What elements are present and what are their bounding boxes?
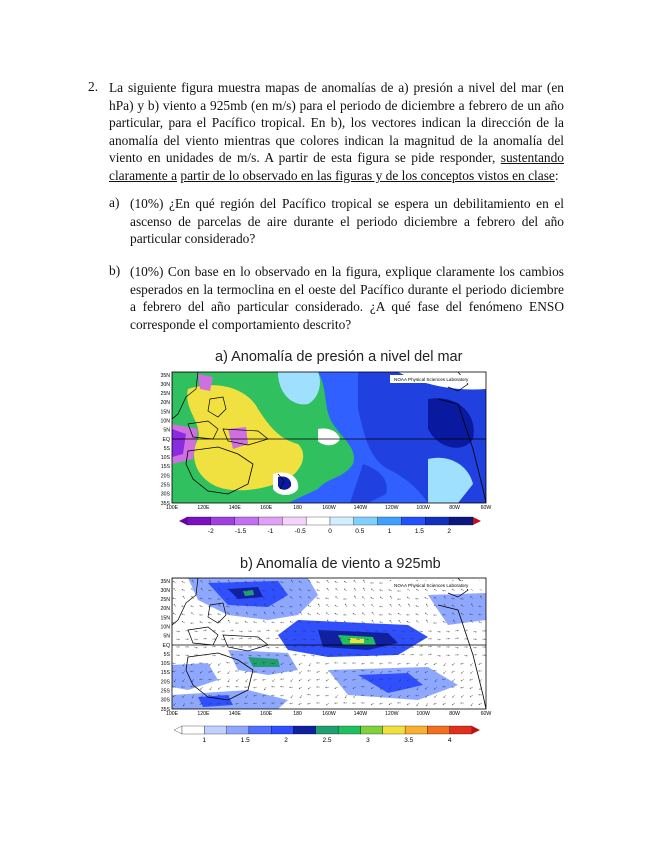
lat-label: 15S	[160, 670, 170, 677]
figure-b-colorbar	[170, 725, 480, 747]
noaa-credit: NOAA Physical Sciences Laboratory	[394, 377, 469, 382]
figure-a-title: a) Anomalía de presión a nivel del mar	[215, 349, 463, 365]
lon-label: 60W	[480, 711, 492, 717]
colorbar-swatch	[235, 517, 259, 525]
colorbar-swatch	[330, 517, 354, 525]
colorbar-swatch	[338, 726, 360, 734]
wind-anomaly-map	[128, 575, 520, 720]
colorbar-swatch	[354, 517, 378, 525]
lat-label: 35N	[160, 578, 170, 585]
colorbar-label: 2	[284, 737, 288, 744]
colorbar-arrow	[179, 517, 187, 525]
colorbar-label: -1.5	[234, 528, 247, 535]
lat-label: 25S	[160, 482, 170, 489]
question-line: y b) viento a 925mb (en m/s) para el periodo de diciembre a febrero de un año	[137, 97, 564, 113]
lon-label: 120W	[385, 711, 399, 717]
colorbar-swatch	[306, 517, 330, 525]
colorbar-arrow	[473, 517, 481, 525]
lat-labels	[160, 373, 170, 507]
colorbar-swatch	[271, 726, 293, 734]
lat-label: 30N	[160, 587, 170, 594]
lat-labels	[160, 579, 170, 713]
colorbar-label: 2	[447, 528, 452, 535]
colorbar-label: 0	[328, 528, 332, 535]
lat-label: 35N	[160, 372, 170, 379]
lat-label: 25N	[160, 391, 170, 398]
lat-label: 35S	[160, 500, 170, 507]
item-b-label: b)	[109, 263, 121, 278]
colorbar-swatch	[427, 726, 449, 734]
lon-label: 120E	[197, 711, 210, 717]
colorbar-label: -2	[207, 528, 214, 535]
colorbar-label: 4	[447, 737, 452, 744]
lat-label: 20N	[160, 400, 170, 407]
lon-label: 60W	[480, 505, 492, 511]
colorbar-label: -1	[267, 528, 274, 535]
lat-label: 10S	[160, 661, 170, 668]
lat-label: 20N	[160, 606, 170, 613]
colorbar-label: 1.5	[414, 528, 424, 535]
pressure-colorbar	[175, 516, 485, 538]
colorbar-label: 2.5	[322, 737, 332, 744]
question-paragraph	[109, 79, 564, 185]
colorbar-label: 1.5	[240, 737, 250, 744]
lon-label: 140W	[353, 505, 368, 511]
colorbar-swatch	[378, 517, 402, 525]
lon-label: 160W	[322, 711, 336, 717]
lat-label: EQ	[162, 436, 170, 443]
figure-b-map	[128, 575, 520, 720]
colorbar-swatch	[294, 726, 316, 734]
colorbar-label: 1	[202, 737, 207, 744]
lat-label: 25N	[160, 597, 170, 604]
question-line: anomalía del viento mientras que colores indican la magnitud de la anomalía del viento	[109, 132, 564, 166]
lon-label: 180	[293, 505, 302, 511]
lon-label: 120W	[385, 505, 399, 511]
lat-label: 15N	[160, 615, 170, 622]
question-number: 2.	[88, 79, 99, 94]
underlined-text: sustentando claramente a	[109, 150, 564, 183]
lat-label: 15N	[160, 409, 170, 416]
lon-label: 100E	[165, 711, 179, 717]
lon-label: 140E	[228, 711, 241, 717]
lat-label: 25S	[160, 688, 170, 695]
lat-label: 15S	[160, 464, 170, 471]
lat-label: 20S	[160, 679, 170, 686]
figure-a-colorbar	[175, 516, 485, 538]
underlined-text: partir de lo observado en las figuras y de los conceptos vistos en clase	[180, 167, 555, 183]
colorbar-arrow	[174, 726, 182, 734]
lat-label: EQ	[162, 642, 170, 649]
colorbar-arrow	[472, 726, 480, 734]
figure-a-map	[128, 369, 520, 514]
colorbar-swatch	[425, 517, 449, 525]
lat-label: 10S	[160, 455, 170, 462]
lon-label: 140E	[228, 505, 241, 511]
colon: :	[554, 167, 559, 183]
colorbar-label: 0.5	[355, 528, 365, 535]
lat-label: 5S	[163, 651, 170, 658]
lon-label: 140W	[353, 711, 368, 717]
colorbar-swatch	[361, 726, 383, 734]
colorbar-swatch	[249, 726, 271, 734]
lat-label: 30S	[160, 697, 170, 704]
colorbar-swatch	[383, 726, 405, 734]
lon-label: 180	[293, 711, 302, 717]
colorbar-swatch	[211, 517, 235, 525]
colorbar-swatch	[187, 517, 211, 525]
noaa-credit: NOAA Physical Sciences Laboratory	[394, 583, 469, 588]
colorbar-swatch	[259, 517, 283, 525]
lat-label: 30S	[160, 491, 170, 498]
figure-b-title: b) Anomalía de viento a 925mb	[240, 556, 441, 572]
lat-label: 35S	[160, 706, 170, 713]
colorbar-swatch	[282, 517, 306, 525]
lon-label: 160W	[322, 505, 336, 511]
lon-label: 100W	[416, 711, 430, 717]
colorbar-swatch	[449, 517, 473, 525]
lat-label: 5N	[163, 427, 170, 434]
pressure-anomaly-map	[128, 369, 520, 514]
lat-label: 10N	[160, 418, 170, 425]
item-b-text: (10%) Con base en lo observado en la figura, explique claramente los cambios esperados en la termoclina en el oeste del Pacífico durante el periodo diciembre a febrero del año particular considerado. ¿A qué fase del fenómeno ENSO corresponde el comportamiento descrito?	[130, 264, 564, 332]
lat-label: 5N	[163, 633, 170, 640]
colorbar-label: -0.5	[294, 528, 306, 535]
lon-label: 160E	[260, 711, 273, 717]
lon-label: 100E	[165, 505, 179, 511]
lat-label: 5S	[163, 445, 170, 452]
item-a-text: (10%) ¿En qué región del Pacífico tropical se espera un debilitamiento en el ascenso de parcelas de aire durante el periodo diciembre a febrero del año particular considerado?	[130, 196, 564, 247]
colorbar-swatch	[450, 726, 472, 734]
lon-label: 120E	[197, 505, 210, 511]
colorbar-swatch	[402, 517, 426, 525]
lat-label: 30N	[160, 381, 170, 388]
question-line: en unidades de m/s. A partir de esta figura se pide responder,	[147, 150, 496, 166]
colorbar-swatch	[316, 726, 338, 734]
question-line: particular, para el Pacífico tropical. En b), los vectores indican la dirección de la	[109, 115, 564, 131]
lon-label: 160E	[260, 505, 273, 511]
lat-label: 10N	[160, 624, 170, 631]
question-line: La siguiente figura muestra mapas de anomalías de a) presión a nivel del mar (en hPa)	[109, 80, 564, 113]
colorbar-label: 1	[387, 528, 392, 535]
colorbar-label: 3.5	[404, 737, 414, 744]
lon-label: 80W	[449, 505, 460, 511]
colorbar-label: 3	[366, 737, 370, 744]
colorbar-swatch	[227, 726, 249, 734]
colorbar-swatch	[405, 726, 427, 734]
lat-label: 20S	[160, 473, 170, 480]
lon-label: 100W	[416, 505, 430, 511]
colorbar-swatch	[182, 726, 204, 734]
colorbar-swatch	[204, 726, 226, 734]
lon-label: 80W	[449, 711, 460, 717]
wind-colorbar	[170, 725, 480, 747]
item-a-label: a)	[109, 195, 120, 210]
